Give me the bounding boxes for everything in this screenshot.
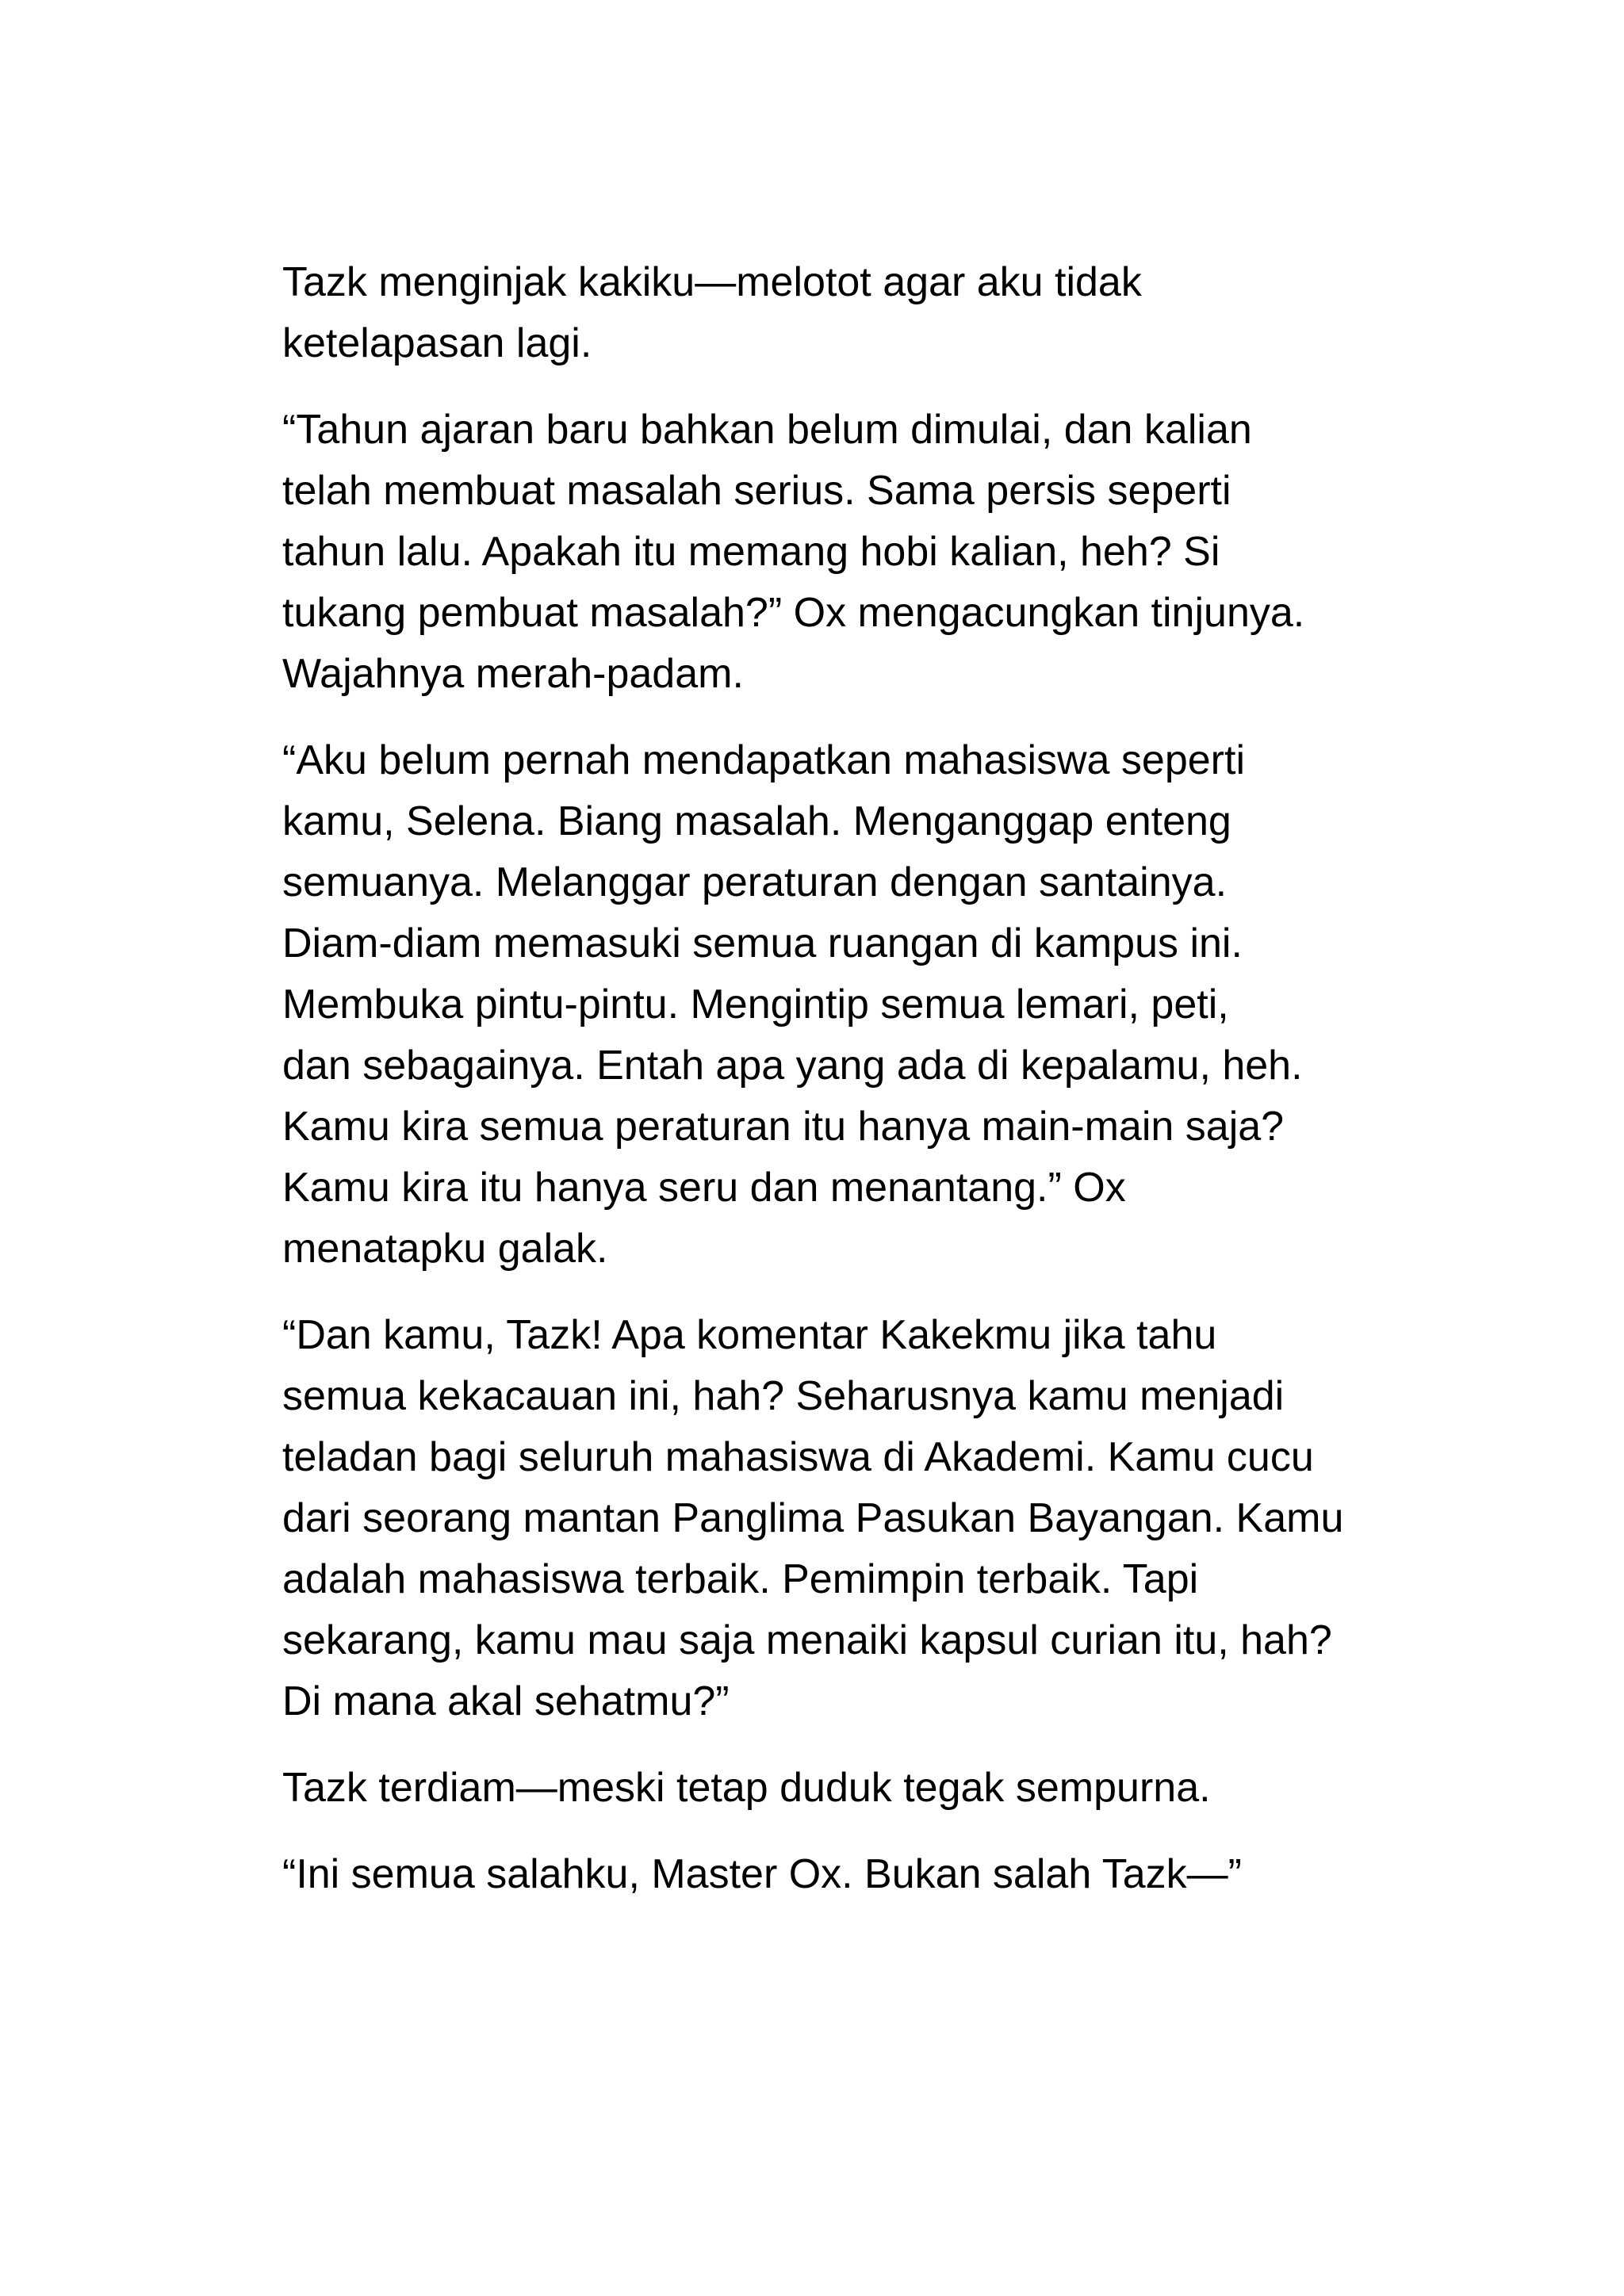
- paragraph-4: “Dan kamu, Tazk! Apa komentar Kakekmu jika tahu semua kekacauan ini, hah? Seharusnya kamu menjadi teladan bagi seluruh mahasiswa di Akademi. Kamu cucu dari seorang mantan Panglima Pasukan Bayangan. Kamu adalah mahasiswa terbaik. Pemimpin terbaik. Tapi sekarang, kamu mau saja menaiki kapsul curian itu, hah? Di mana akal sehatmu?”: [282, 1312, 1344, 1724]
- paragraph-3: “Aku belum pernah mendapatkan mahasiswa seperti kamu, Selena. Biang masalah. Menganggap enteng semuanya. Melanggar peraturan dengan santainya. Diam-diam memasuki semua ruangan di kampus ini. Membuka pintu-pintu. Mengintip semua lemari, peti, dan sebagainya. Entah apa yang ada di kepalamu, heh. Kamu kira semua peraturan itu hanya main-main saja? Kamu kira itu hanya seru dan menantang.” Ox menatapku galak.: [282, 737, 1303, 1272]
- paragraph-1: Tazk menginjak kakiku—melotot agar aku tidak ketelapasan lagi.: [282, 259, 1142, 366]
- story-text: [282, 252, 1392, 1931]
- paragraph-5: Tazk terdiam—meski tetap duduk tegak sempurna.: [282, 1765, 1211, 1811]
- paragraph-6: “Ini semua salahku, Master Ox. Bukan salah Tazk—”: [282, 1851, 1242, 1897]
- paragraph-2: “Tahun ajaran baru bahkan belum dimulai, dan kalian telah membuat masalah serius. Sama persis seperti tahun lalu. Apakah itu memang hobi kalian, heh? Si tukang pembuat masalah?” Ox mengacungkan tinjunya. Wajahnya merah-padam.: [282, 407, 1305, 697]
